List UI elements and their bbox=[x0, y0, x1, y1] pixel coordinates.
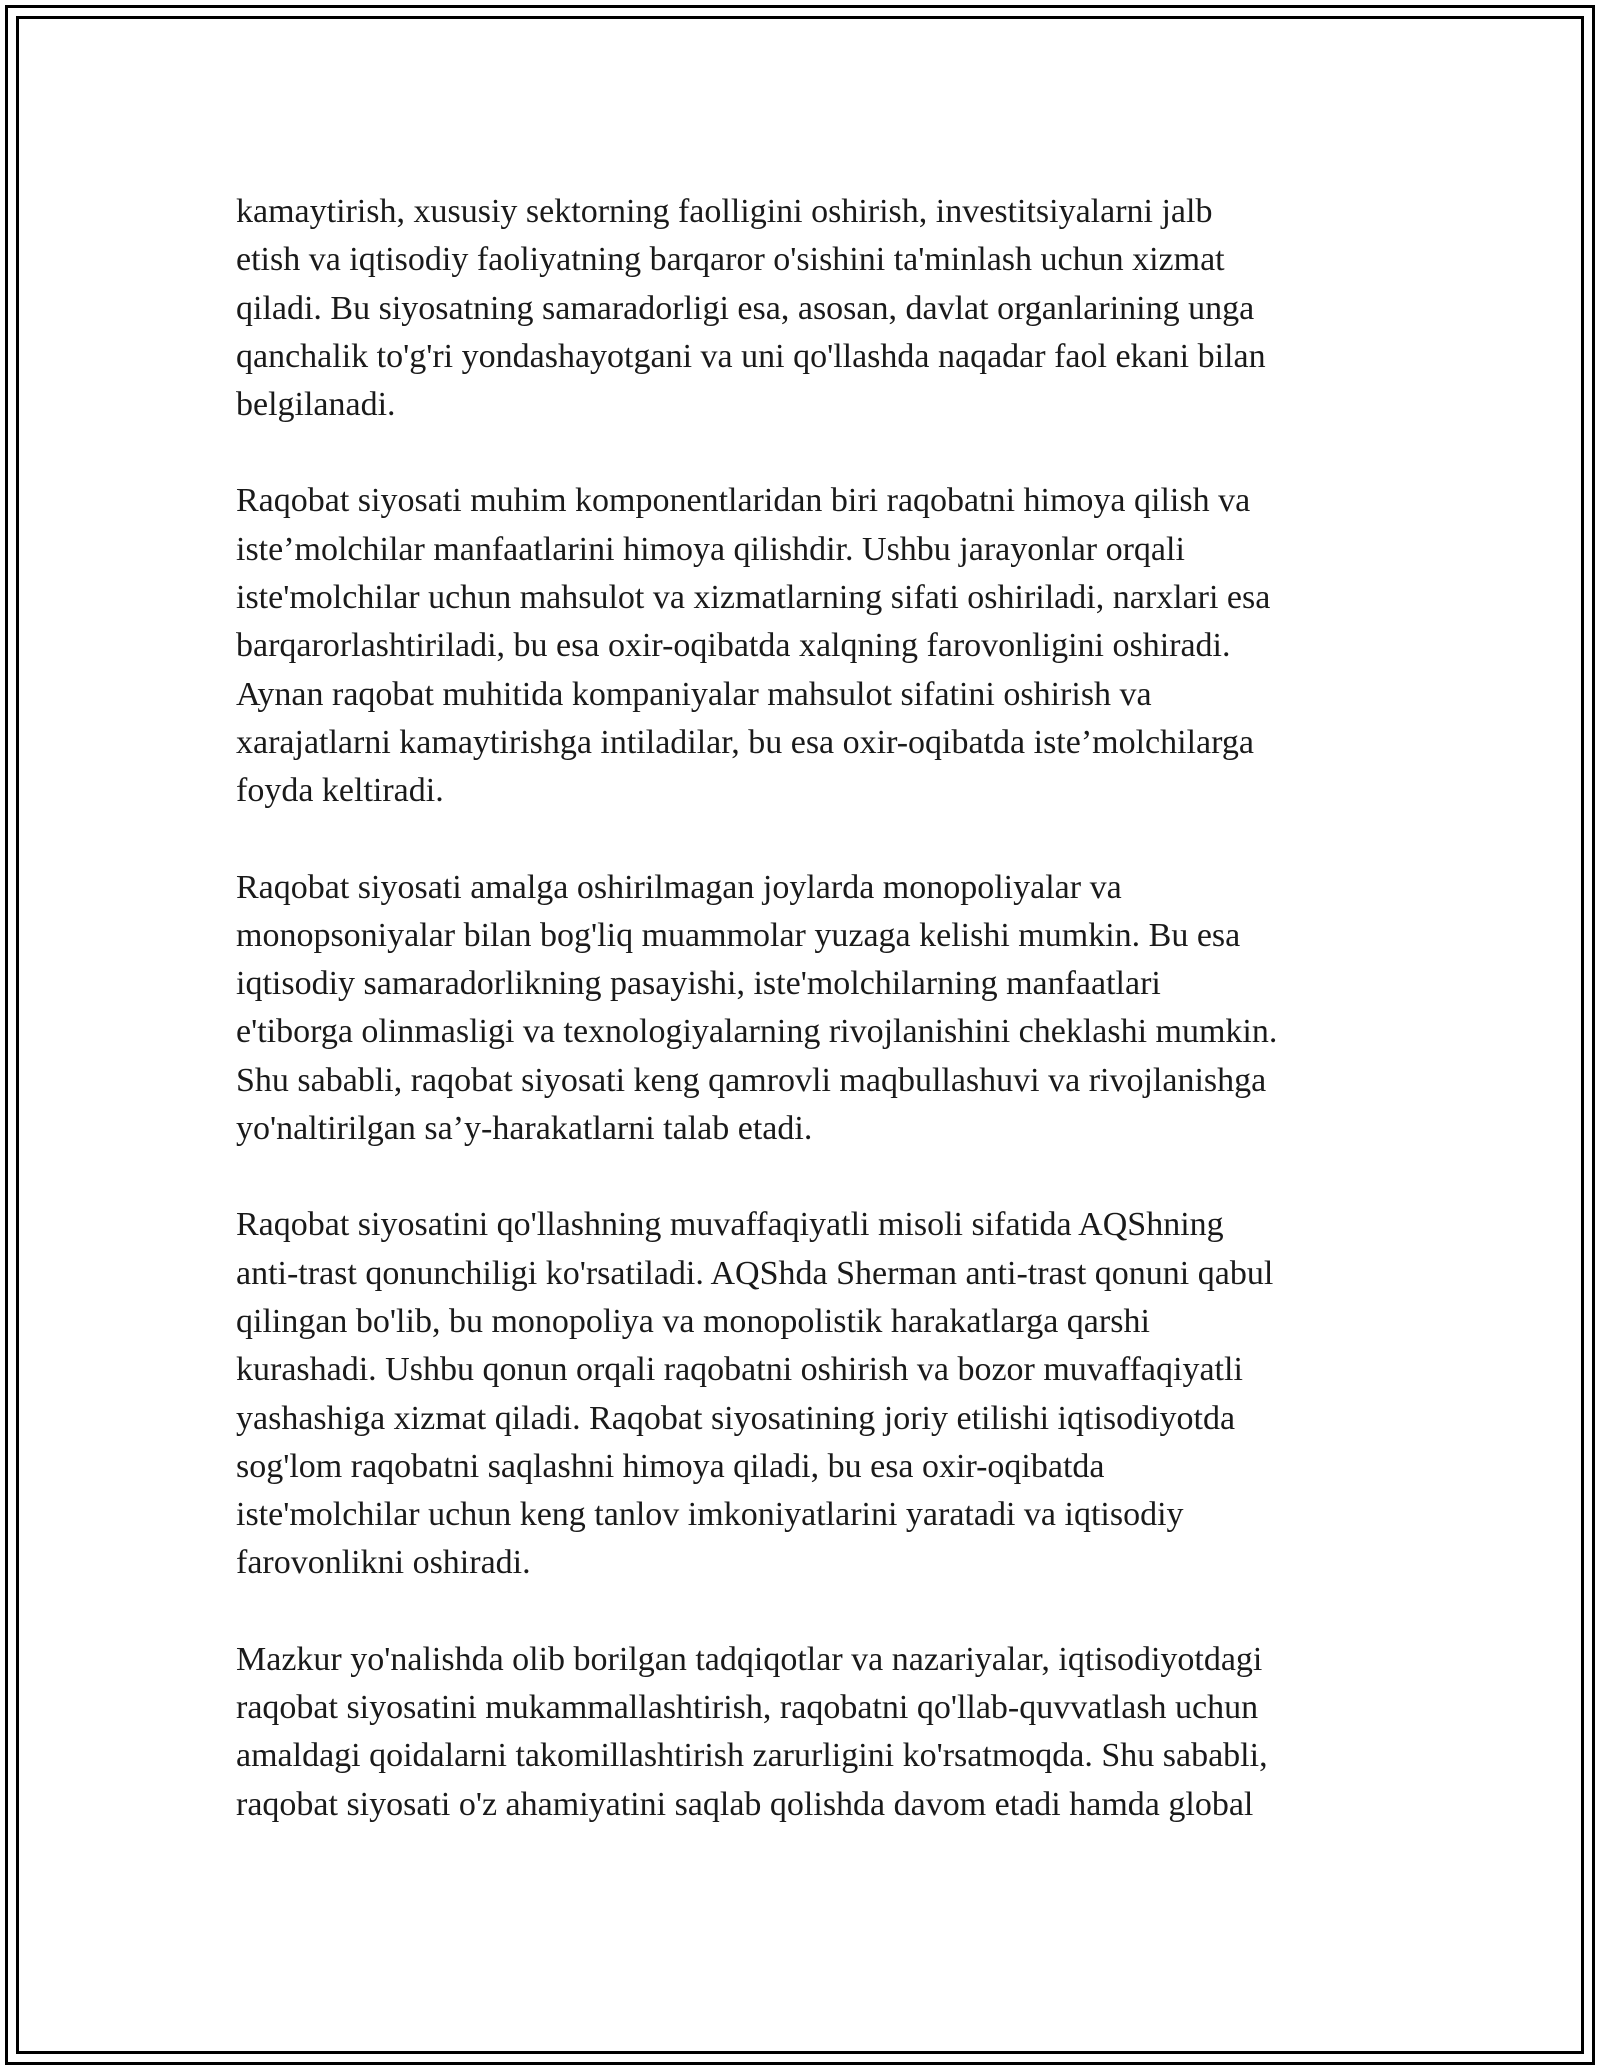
paragraph-2 bbox=[236, 477, 1366, 815]
text-line: anti-trast qonunchiligi ko'rsatiladi. AQShda Sherman anti-trast qonuni qabul bbox=[236, 1254, 1274, 1292]
text-line: Raqobat siyosati amalga oshirilmagan joylarda monopoliyalar va bbox=[236, 868, 1122, 906]
text-line: kurashadi. Ushbu qonun orqali raqobatni oshirish va bozor muvaffaqiyatli bbox=[236, 1351, 1243, 1389]
text-line: Raqobat siyosatini qo'llashning muvaffaqiyatli misoli sifatida AQShning bbox=[236, 1206, 1224, 1244]
text-line: raqobat siyosati o'z ahamiyatini saqlab qolishda davom etadi hamda global bbox=[236, 1785, 1254, 1823]
paragraph-4 bbox=[236, 1201, 1366, 1587]
text-line: yashashiga xizmat qiladi. Raqobat siyosatining joriy etilishi iqtisodiyotda bbox=[236, 1399, 1236, 1437]
text-line: monopsoniyalar bilan bog'liq muammolar yuzaga kelishi mumkin. Bu esa bbox=[236, 916, 1241, 954]
text-line: iqtisodiy samaradorlikning pasayishi, iste'molchilarning manfaatlari bbox=[236, 965, 1161, 1003]
paragraph-5 bbox=[236, 1636, 1366, 1829]
text-line: iste'molchilar uchun mahsulot va xizmatlarning sifati oshiriladi, narxlari esa bbox=[236, 579, 1271, 617]
text-line: e'tiborga olinmasligi va texnologiyalarning rivojlanishini cheklashi mumkin. bbox=[236, 1013, 1278, 1051]
text-line: xarajatlarni kamaytirishga intiladilar, bu esa oxir-oqibatda iste’molchilarga bbox=[236, 723, 1254, 761]
paragraph-3 bbox=[236, 864, 1366, 1154]
text-line: qiladi. Bu siyosatning samaradorligi esa, asosan, davlat organlarining unga bbox=[236, 289, 1255, 327]
text-line: iste’molchilar manfaatlarini himoya qilishdir. Ushbu jarayonlar orqali bbox=[236, 530, 1185, 568]
text-line: Mazkur yo'nalishda olib borilgan tadqiqotlar va nazariyalar, iqtisodiyotdagi bbox=[236, 1640, 1263, 1678]
text-line: etish va iqtisodiy faoliyatning barqaror o'sishini ta'minlash uchun xizmat bbox=[236, 241, 1225, 279]
text-line: qanchalik to'g'ri yondashayotgani va uni qo'llashda naqadar faol ekani bilan bbox=[236, 337, 1266, 375]
text-line: Aynan raqobat muhitida kompaniyalar mahsulot sifatini oshirish va bbox=[236, 675, 1152, 713]
text-line: barqarorlashtiriladi, bu esa oxir-oqibatda xalqning farovonligini oshiradi. bbox=[236, 627, 1231, 665]
text-line: foyda keltiradi. bbox=[236, 772, 444, 810]
text-line: qilingan bo'lib, bu monopoliya va monopolistik harakatlarga qarshi bbox=[236, 1302, 1150, 1340]
text-line: raqobat siyosatini mukammallashtirish, raqobatni qo'llab-quvvatlash uchun bbox=[236, 1689, 1259, 1727]
text-line: Shu sababli, raqobat siyosati keng qamrovli maqbullashuvi va rivojlanishga bbox=[236, 1061, 1267, 1099]
text-line: Raqobat siyosati muhim komponentlaridan biri raqobatni himoya qilish va bbox=[236, 482, 1251, 520]
text-line: amaldagi qoidalarni takomillashtirish zarurligini ko'rsatmoqda. Shu sababli, bbox=[236, 1737, 1268, 1775]
text-line: sog'lom raqobatni saqlashni himoya qiladi, bu esa oxir-oqibatda bbox=[236, 1447, 1105, 1485]
text-line: belgilanadi. bbox=[236, 386, 396, 424]
text-line: farovonlikni oshiradi. bbox=[236, 1544, 531, 1582]
text-line: yo'naltirilgan sa’y-harakatlarni talab etadi. bbox=[236, 1110, 813, 1148]
text-line: iste'molchilar uchun keng tanlov imkoniyatlarini yaratadi va iqtisodiy bbox=[236, 1496, 1184, 1534]
text-line: kamaytirish, xususiy sektorning faolligini oshirish, investitsiyalarni jalb bbox=[236, 193, 1213, 230]
paragraph-1 bbox=[236, 188, 1366, 429]
document-body bbox=[236, 188, 1366, 1877]
